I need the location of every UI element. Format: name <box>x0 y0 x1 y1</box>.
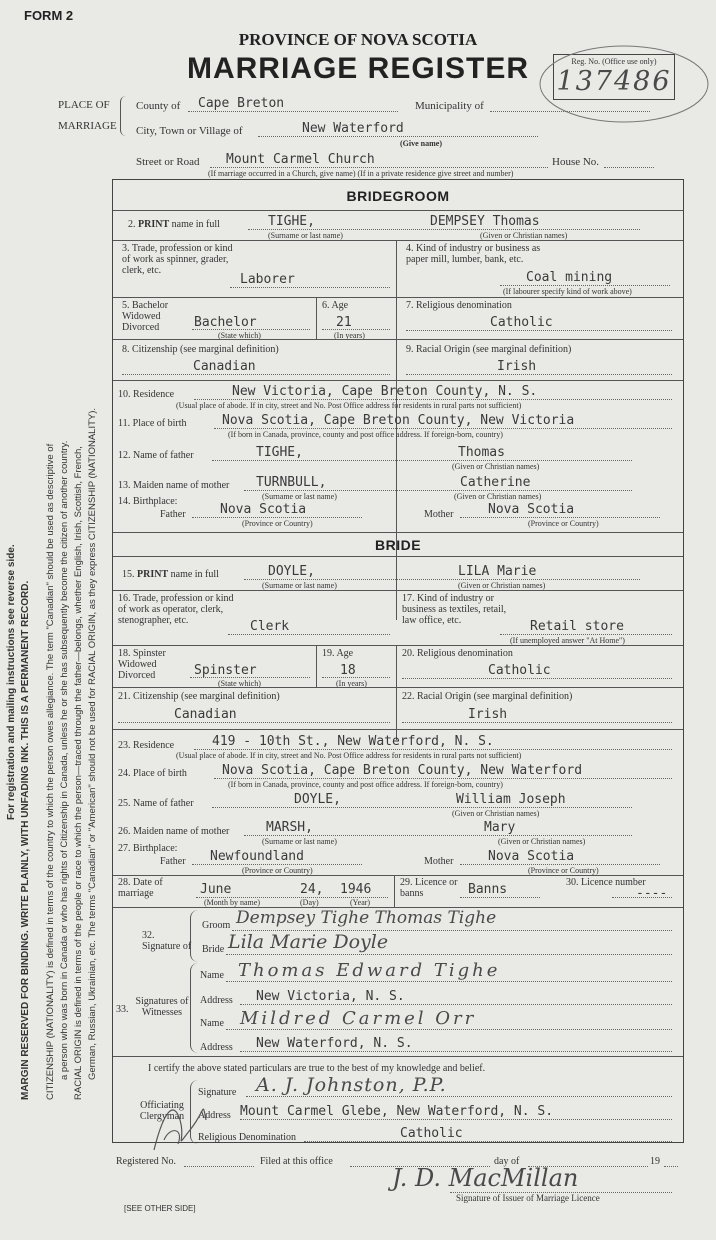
bride-industry-label: 17. Kind of industry or business as textiles, retail, law office, etc. <box>402 593 507 626</box>
bride-word: Bride <box>202 944 225 955</box>
year-note: (Year) <box>350 898 371 907</box>
groom-mother-given-note: (Given or Christian names) <box>454 492 542 501</box>
bride-mother-surname: MARSH, <box>266 820 313 835</box>
bride-birth-label: 24. Place of birth <box>118 768 187 779</box>
day-of-label: day of <box>494 1156 520 1167</box>
bride-mother-birthplace: Nova Scotia <box>488 849 575 864</box>
filed-label: Filed at this office <box>260 1156 333 1167</box>
w1-address-word: Address <box>200 995 233 1006</box>
see-other-side: [SEE OTHER SIDE] <box>124 1204 196 1213</box>
groom-word: Groom <box>202 920 231 931</box>
groom-surname-note: (Surname or last name) <box>268 231 343 240</box>
bride-industry-note: (If unemployed answer "At Home") <box>510 636 625 645</box>
w2-name-word: Name <box>200 1018 224 1029</box>
groom-mother-surname: TURNBULL, <box>256 475 327 490</box>
year-19-label: 19 <box>650 1156 660 1167</box>
bride-citizenship-label: 21. Citizenship (see marginal definition) <box>118 691 280 702</box>
licence-number-label: 30. Licence number <box>566 877 646 888</box>
bride-mother-given-note: (Given or Christian names) <box>498 837 586 846</box>
licence-value: Banns <box>468 882 508 897</box>
groom-given-note: (Given or Christian names) <box>480 231 568 240</box>
bride-heading: BRIDE <box>374 537 422 553</box>
marriage-day: 24, <box>300 882 324 897</box>
groom-status-value: Bachelor <box>194 315 257 330</box>
groom-father-label: 12. Name of father <box>118 450 194 461</box>
witnesses-label: Signatures of Witnesses <box>135 996 189 1018</box>
place-brace <box>120 96 127 136</box>
bride-industry-value: Retail store <box>530 619 624 634</box>
city-label: City, Town or Village of <box>136 125 243 137</box>
witness1-address: New Victoria, N. S. <box>256 989 405 1004</box>
bride-religion-label: 20. Religious denomination <box>402 648 513 659</box>
margin-citizenship-2: a person who was born in Canada or who has rights of Citizenship in Canada, unless he or she has subsequently become the citizen of another country. <box>59 440 70 1080</box>
groom-bp-father-word: Father <box>160 509 186 520</box>
bride-father-surname: DOYLE, <box>294 792 341 807</box>
bride-mother-bp-note: (Province or Country) <box>528 866 599 875</box>
witness-brace <box>190 963 199 1053</box>
groom-father-birthplace: Nova Scotia <box>220 502 307 517</box>
initials-mark <box>144 1090 214 1160</box>
bride-name-label: 15. PRINT name in full <box>122 569 219 580</box>
bride-state-which: (State which) <box>218 679 261 688</box>
groom-age-value: 21 <box>336 315 352 330</box>
religious-denom-label: Religious Denomination <box>198 1132 297 1143</box>
day-note: (Day) <box>300 898 319 907</box>
groom-residence-value: New Victoria, Cape Breton County, N. S. <box>232 384 538 399</box>
bride-citizenship-value: Canadian <box>174 707 237 722</box>
bride-bp-father-word: Father <box>160 856 186 867</box>
groom-citizenship-value: Canadian <box>193 359 256 374</box>
groom-mother-birthplace: Nova Scotia <box>488 502 575 517</box>
groom-birth-value: Nova Scotia, Cape Breton County, New Victoria <box>222 413 575 428</box>
bride-father-given: William Joseph <box>456 792 566 807</box>
margin-reserved-note: MARGIN RESERVED FOR BINDING. WRITE PLAINLY, WITH UNFADING INK. THIS IS A PERMANENT RECORD. <box>20 580 31 1100</box>
reg-no-circle <box>536 44 716 134</box>
groom-age-label: 6. Age <box>322 300 349 311</box>
bride-birth-note: (If born in Canada, province, county and post office address. If foreign-born, country) <box>228 780 503 789</box>
county-label: County of <box>136 100 181 112</box>
bride-age-label: 19. Age <box>322 648 354 659</box>
reg-no-value: 137486 <box>556 66 672 97</box>
registered-label: Registered No. <box>116 1156 176 1167</box>
bride-religion-value: Catholic <box>488 663 551 678</box>
bride-trade-label: 16. Trade, profession or kind of work as operator, clerk, stenographer, etc. <box>118 593 234 626</box>
street-label: Street or Road <box>136 156 200 168</box>
groom-father-given: Thomas <box>458 445 505 460</box>
groom-mother-surname-note: (Surname or last name) <box>262 492 337 501</box>
w2-address-word: Address <box>200 1042 233 1053</box>
bride-age-value: 18 <box>340 663 356 678</box>
groom-signature: Dempsey Tighe Thomas Tighe <box>236 908 497 928</box>
bride-status-value: Spinster <box>194 663 257 678</box>
groom-industry-value: Coal mining <box>526 270 613 285</box>
reg-no-label: Reg. No. (Office use only) <box>571 57 657 66</box>
page-title: MARRIAGE REGISTER <box>186 52 530 85</box>
witness-number: 33. <box>116 1004 129 1015</box>
bride-given-note: (Given or Christian names) <box>458 581 546 590</box>
groom-father-surname: TIGHE, <box>256 445 303 460</box>
bride-father-label: 25. Name of father <box>118 798 194 809</box>
bride-status-label: 18. Spinster Widowed Divorced <box>118 648 166 681</box>
form-number: FORM 2 <box>24 8 74 23</box>
groom-state-which: (State which) <box>218 331 261 340</box>
licence-label: 29. Licence or banns <box>400 877 458 899</box>
month-note: (Month by name) <box>204 898 260 907</box>
groom-mother-label: 13. Maiden name of mother <box>118 480 230 491</box>
officiating-label: Officiating Clergyman <box>139 1100 185 1122</box>
bride-father-note: (Given or Christian names) <box>452 809 540 818</box>
issuer-signature: J. D. MacMillan <box>392 1164 579 1192</box>
clergy-address-word: Address <box>198 1110 231 1121</box>
bride-residence-label: 23. Residence <box>118 740 175 751</box>
province-heading: PROVINCE OF NOVA SCOTIA <box>238 30 478 49</box>
bride-mother-label: 26. Maiden name of mother <box>118 826 230 837</box>
street-value: Mount Carmel Church <box>226 152 375 167</box>
signature-word: Signature <box>198 1087 237 1098</box>
place-of-label: PLACE OF <box>58 99 110 111</box>
certify-text: I certify the above stated particulars are true to the best of my knowledge and belief. <box>148 1063 486 1074</box>
groom-status-label: 5. Bachelor Widowed Divorced <box>122 300 169 333</box>
bride-racial-value: Irish <box>468 707 508 722</box>
religious-denom-value: Catholic <box>400 1126 463 1141</box>
w1-name-word: Name <box>200 970 224 981</box>
clergy-signature: A. J. Johnston, P.P. <box>256 1074 447 1096</box>
witness2-address: New Waterford, N. S. <box>256 1036 413 1051</box>
bride-mother-surname-note: (Surname or last name) <box>262 837 337 846</box>
groom-industry-note: (If labourer specify kind of work above) <box>503 287 632 296</box>
groom-name-label: 2. PRINT name in full <box>128 219 220 230</box>
bride-birthplace-label: 27. Birthplace: <box>118 843 178 854</box>
licence-number-value: ---- <box>636 886 668 901</box>
groom-birth-note: (If born in Canada, province, county and post office address. If foreign-born, country) <box>228 430 503 439</box>
margin-registration-note: For registration and mailing instructions see reverse side. <box>6 544 17 820</box>
groom-religion-value: Catholic <box>490 315 553 330</box>
witness2-name: Mildred Carmel Orr <box>240 1008 477 1029</box>
groom-residence-label: 10. Residence <box>118 389 175 400</box>
groom-in-years: (In years) <box>334 331 365 340</box>
groom-bp-mother-word: Mother <box>424 509 454 520</box>
give-name-note: (Give name) <box>400 139 442 148</box>
groom-trade-label: 3. Trade, profession or kind of work as spinner, grader, clerk, etc. <box>122 243 233 276</box>
groom-birth-label: 11. Place of birth <box>118 418 187 429</box>
bride-signature: Lila Marie Doyle <box>228 931 389 953</box>
groom-citizenship-label: 8. Citizenship (see marginal definition) <box>122 344 279 355</box>
clergy-address: Mount Carmel Glebe, New Waterford, N. S. <box>240 1104 554 1119</box>
bride-surname: DOYLE, <box>268 564 315 579</box>
bride-given: LILA Marie <box>458 564 537 579</box>
city-value: New Waterford <box>302 121 404 136</box>
marriage-year: 1946 <box>340 882 372 897</box>
bride-bp-mother-word: Mother <box>424 856 454 867</box>
groom-birthplace-label: 14. Birthplace: <box>118 496 178 507</box>
bride-racial-label: 22. Racial Origin (see marginal definition) <box>402 691 573 702</box>
groom-trade-value: Laborer <box>240 272 295 287</box>
bride-in-years: (In years) <box>336 679 367 688</box>
margin-racial-1: RACIAL ORIGIN is defined in terms of the people or race to which the person—traced through the father—belongs, whether English, Irish, Scottish, French, <box>73 446 84 1100</box>
groom-father-bp-note: (Province or Country) <box>242 519 313 528</box>
groom-residence-note: (Usual place of abode. If in city, street and No. Post Office address for residents in rural parts not sufficient) <box>176 401 522 410</box>
signature-of-label: 32. Signature of <box>142 930 192 952</box>
bride-residence-value: 419 - 10th St., New Waterford, N. S. <box>212 734 494 749</box>
bride-mother-given: Mary <box>484 820 516 835</box>
bride-trade-value: Clerk <box>250 619 290 634</box>
groom-surname: TIGHE, <box>268 214 315 229</box>
bride-father-birthplace: Newfoundland <box>210 849 304 864</box>
bridegroom-heading: BRIDEGROOM <box>346 188 450 204</box>
house-no-label: House No. <box>552 156 600 168</box>
bride-residence-note: (Usual place of abode. If in city, street and No. Post Office address for residents in rural parts not sufficient) <box>176 751 522 760</box>
witness1-name: Thomas Edward Tighe <box>238 960 501 981</box>
groom-industry-label: 4. Kind of industry or business as paper mill, lumber, bank, etc. <box>406 243 541 265</box>
groom-given: DEMPSEY Thomas <box>430 214 540 229</box>
bride-father-bp-note: (Province or Country) <box>242 866 313 875</box>
groom-mother-bp-note: (Province or Country) <box>528 519 599 528</box>
county-value: Cape Breton <box>198 96 285 111</box>
groom-religion-label: 7. Religious denomination <box>406 300 512 311</box>
groom-racial-value: Irish <box>497 359 537 374</box>
street-note: (If marriage occurred in a Church, give name) (If in a private residence give street and number) <box>208 169 514 178</box>
bride-surname-note: (Surname or last name) <box>262 581 337 590</box>
bride-birth-value: Nova Scotia, Cape Breton County, New Waterford <box>222 763 583 778</box>
groom-racial-label: 9. Racial Origin (see marginal definition) <box>406 344 572 355</box>
marriage-label: MARRIAGE <box>58 120 117 132</box>
marriage-month: June <box>200 882 232 897</box>
groom-mother-given: Catherine <box>460 475 531 490</box>
margin-citizenship-1: CITIZENSHIP (NATIONALITY) is defined in terms of the country to which the person owes allegiance. The term "Canadian" should be used as descriptive of <box>45 443 56 1100</box>
margin-racial-2: German, Russian, Ukrainian, etc. The terms "Canadian" or "American" should not be used for RACIAL ORIGIN, as they express CITIZENSHIP (NATIONALITY). <box>87 407 98 1080</box>
groom-father-note: (Given or Christian names) <box>452 462 540 471</box>
municipality-label: Municipality of <box>415 100 484 112</box>
marriage-date-label: 28. Date of marriage <box>118 877 163 899</box>
issuer-label: Signature of Issuer of Marriage Licence <box>456 1193 600 1203</box>
